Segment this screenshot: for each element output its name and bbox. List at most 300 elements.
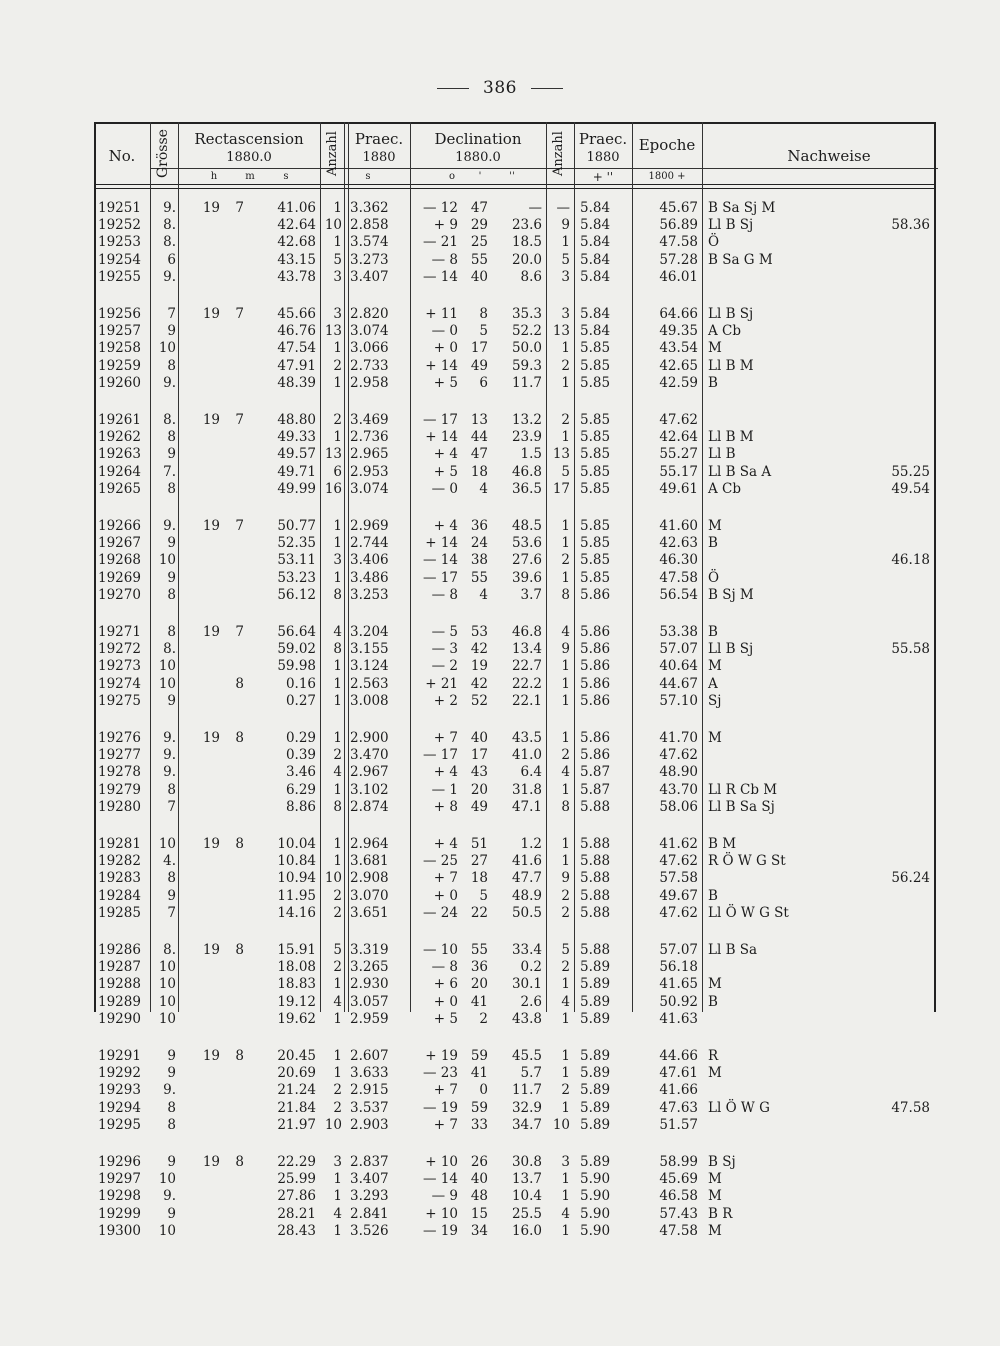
cell-decl-min: 34 bbox=[470, 1222, 488, 1239]
cell-groesse: 8 bbox=[167, 429, 176, 446]
cell-no: 19261 bbox=[98, 412, 141, 428]
cell-no: 19294 bbox=[98, 1099, 141, 1116]
cell-praec: 3.253 bbox=[350, 586, 389, 603]
cell-no: 19274 bbox=[98, 675, 141, 692]
table-row bbox=[94, 1223, 936, 1240]
cell-epoche: 41.66 bbox=[659, 1082, 698, 1099]
cell-decl-sec: 13.2 bbox=[511, 412, 542, 428]
cell-anzahl2: 4 bbox=[561, 624, 570, 640]
cell-ra-s: 0.39 bbox=[285, 747, 316, 764]
cell-epoche: 43.54 bbox=[659, 340, 698, 357]
cell-anzahl2: 1 bbox=[561, 234, 570, 251]
cell-no: 19270 bbox=[98, 586, 141, 603]
cell-decl-deg: + 7 bbox=[433, 870, 458, 887]
cell-decl-min: 4 bbox=[479, 480, 488, 497]
cell-decl-sec: 27.6 bbox=[511, 552, 542, 569]
cell-decl-deg: — 25 bbox=[423, 853, 458, 870]
unit-epoche: 1800 + bbox=[648, 171, 686, 182]
cell-praec: 3.574 bbox=[350, 234, 389, 251]
cell-ra-h: 19 bbox=[202, 1048, 220, 1064]
cell-decl-deg: + 4 bbox=[433, 836, 458, 852]
cell-praec2: 5.89 bbox=[580, 1116, 611, 1133]
cell-anzahl: 1 bbox=[333, 658, 342, 675]
cell-anzahl2: 2 bbox=[561, 887, 570, 904]
cell-anzahl2: 2 bbox=[561, 357, 570, 374]
cell-groesse: 10 bbox=[158, 552, 176, 569]
cell-ra-s: 8.86 bbox=[285, 798, 316, 815]
header-decl-epoch: 1880.0 bbox=[455, 150, 501, 165]
cell-decl-deg: — 9 bbox=[431, 1188, 458, 1205]
table-row bbox=[94, 1117, 936, 1134]
cell-ra-s: 42.68 bbox=[277, 234, 316, 251]
cell-ra-s: 19.62 bbox=[277, 1010, 316, 1027]
cell-decl-min: 29 bbox=[470, 217, 488, 234]
cell-praec2: 5.85 bbox=[580, 429, 611, 446]
cell-decl-deg: + 14 bbox=[425, 357, 458, 374]
cell-decl-sec: 11.7 bbox=[511, 374, 542, 391]
cell-decl-sec: 22.1 bbox=[511, 692, 542, 709]
cell-decl-sec: 43.5 bbox=[511, 730, 542, 746]
header-anzahl: Anzahl bbox=[325, 131, 340, 177]
cell-praec2: 5.88 bbox=[580, 836, 611, 852]
cell-anzahl2: 1 bbox=[561, 658, 570, 675]
cell-praec2: 5.85 bbox=[580, 340, 611, 357]
cell-anzahl: 1 bbox=[333, 836, 342, 852]
cell-ra-h: 19 bbox=[202, 942, 220, 958]
cell-groesse: 8. bbox=[163, 234, 176, 251]
cell-anzahl2: 3 bbox=[561, 1154, 570, 1170]
cell-anzahl: 8 bbox=[333, 641, 342, 658]
cell-side-note: 46.18 bbox=[891, 552, 930, 569]
cell-decl-deg: + 4 bbox=[433, 518, 458, 534]
cell-praec2: 5.84 bbox=[580, 200, 611, 216]
cell-praec2: 5.84 bbox=[580, 268, 611, 285]
table-row bbox=[94, 217, 936, 234]
cell-praec2: 5.85 bbox=[580, 552, 611, 569]
cell-praec2: 5.88 bbox=[580, 942, 611, 958]
table-row bbox=[94, 1154, 936, 1171]
cell-no: 19295 bbox=[98, 1116, 141, 1133]
cell-decl-deg: + 10 bbox=[425, 1205, 458, 1222]
cell-groesse: 6 bbox=[167, 251, 176, 268]
cell-praec2: 5.85 bbox=[580, 463, 611, 480]
table-row bbox=[94, 429, 936, 446]
cell-praec2: 5.84 bbox=[580, 306, 611, 322]
cell-decl-min: 0 bbox=[479, 1082, 488, 1099]
cell-decl-sec: 13.4 bbox=[511, 641, 542, 658]
cell-ra-s: 41.06 bbox=[277, 200, 316, 216]
cell-groesse: 9 bbox=[167, 1065, 176, 1082]
cell-epoche: 56.54 bbox=[659, 586, 698, 603]
cell-anzahl2: 1 bbox=[561, 1099, 570, 1116]
cell-anzahl2: 3 bbox=[561, 306, 570, 322]
cell-ra-m: 7 bbox=[235, 306, 244, 322]
cell-praec2: 5.86 bbox=[580, 641, 611, 658]
cell-nachweise: B bbox=[708, 535, 718, 552]
table-row bbox=[94, 624, 936, 641]
table-row bbox=[94, 1188, 936, 1205]
table-row bbox=[94, 518, 936, 535]
cell-anzahl2: 4 bbox=[561, 993, 570, 1010]
cell-epoche: 47.62 bbox=[659, 412, 698, 428]
table-row bbox=[94, 658, 936, 675]
cell-epoche: 40.64 bbox=[659, 658, 698, 675]
cell-praec: 3.407 bbox=[350, 1171, 389, 1188]
cell-decl-min: 47 bbox=[470, 200, 488, 216]
cell-anzahl2: 1 bbox=[561, 1188, 570, 1205]
cell-groesse: 9 bbox=[167, 323, 176, 340]
cell-praec2: 5.88 bbox=[580, 887, 611, 904]
cell-praec: 3.074 bbox=[350, 323, 389, 340]
cell-epoche: 46.01 bbox=[659, 268, 698, 285]
cell-praec: 2.733 bbox=[350, 357, 389, 374]
cell-decl-sec: 31.8 bbox=[511, 781, 542, 798]
cell-side-note: 56.24 bbox=[891, 870, 930, 887]
cell-decl-deg: + 2 bbox=[433, 692, 458, 709]
cell-nachweise: Ll B Sa Sj bbox=[708, 798, 775, 815]
cell-decl-sec: — bbox=[528, 200, 542, 216]
cell-anzahl2: 1 bbox=[561, 1222, 570, 1239]
cell-decl-min: 47 bbox=[470, 446, 488, 463]
cell-groesse: 8. bbox=[163, 217, 176, 234]
cell-praec2: 5.85 bbox=[580, 357, 611, 374]
cell-ra-s: 20.45 bbox=[277, 1048, 316, 1064]
table-row bbox=[94, 234, 936, 251]
cell-ra-s: 22.29 bbox=[277, 1154, 316, 1170]
cell-anzahl: 1 bbox=[333, 976, 342, 993]
cell-nachweise: M bbox=[708, 1222, 722, 1239]
cell-groesse: 10 bbox=[158, 1222, 176, 1239]
cell-groesse: 10 bbox=[158, 1171, 176, 1188]
cell-ra-s: 20.69 bbox=[277, 1065, 316, 1082]
cell-decl-deg: + 7 bbox=[433, 1116, 458, 1133]
table-row bbox=[94, 836, 936, 853]
cell-ra-s: 56.64 bbox=[277, 624, 316, 640]
cell-anzahl: 3 bbox=[333, 1154, 342, 1170]
cell-decl-deg: — 8 bbox=[431, 251, 458, 268]
cell-praec: 3.155 bbox=[350, 641, 389, 658]
cell-praec: 2.915 bbox=[350, 1082, 389, 1099]
cell-decl-deg: — 3 bbox=[431, 641, 458, 658]
cell-decl-min: 41 bbox=[470, 993, 488, 1010]
cell-decl-min: 33 bbox=[470, 1116, 488, 1133]
cell-praec2: 5.89 bbox=[580, 1065, 611, 1082]
cell-praec: 3.070 bbox=[350, 887, 389, 904]
table-row bbox=[94, 358, 936, 375]
cell-decl-sec: 8.6 bbox=[520, 268, 542, 285]
header-no: No. bbox=[108, 147, 136, 165]
cell-decl-min: 42 bbox=[470, 641, 488, 658]
cell-groesse: 9 bbox=[167, 535, 176, 552]
cell-anzahl2: 1 bbox=[561, 1048, 570, 1064]
cell-decl-min: 20 bbox=[470, 976, 488, 993]
cell-praec: 3.102 bbox=[350, 781, 389, 798]
cell-decl-sec: 11.7 bbox=[511, 1082, 542, 1099]
cell-nachweise: B bbox=[708, 624, 718, 640]
table-row bbox=[94, 1100, 936, 1117]
cell-anzahl: 4 bbox=[333, 1205, 342, 1222]
cell-nachweise: Sj bbox=[708, 692, 722, 709]
cell-groesse: 10 bbox=[158, 658, 176, 675]
cell-ra-s: 49.71 bbox=[277, 463, 316, 480]
cell-anzahl: 1 bbox=[333, 1188, 342, 1205]
cell-no: 19255 bbox=[98, 268, 141, 285]
header-ra-epoch: 1880.0 bbox=[226, 150, 272, 165]
cell-side-note: 49.54 bbox=[891, 480, 930, 497]
cell-anzahl: 10 bbox=[324, 217, 342, 234]
cell-epoche: 41.70 bbox=[659, 730, 698, 746]
cell-decl-sec: 13.7 bbox=[511, 1171, 542, 1188]
cell-groesse: 9 bbox=[167, 887, 176, 904]
cell-groesse: 7 bbox=[167, 904, 176, 921]
cell-decl-deg: — 8 bbox=[431, 586, 458, 603]
cell-no: 19260 bbox=[98, 374, 141, 391]
cell-praec2: 5.90 bbox=[580, 1222, 611, 1239]
cell-nachweise: B R bbox=[708, 1205, 733, 1222]
cell-groesse: 9. bbox=[163, 730, 176, 746]
cell-ra-m: 7 bbox=[235, 412, 244, 428]
cell-decl-min: 20 bbox=[470, 781, 488, 798]
cell-anzahl2: 4 bbox=[561, 1205, 570, 1222]
cell-ra-s: 27.86 bbox=[277, 1188, 316, 1205]
table-row bbox=[94, 994, 936, 1011]
cell-praec2: 5.85 bbox=[580, 518, 611, 534]
cell-decl-sec: 22.2 bbox=[511, 675, 542, 692]
cell-ra-s: 18.08 bbox=[277, 959, 316, 976]
cell-anzahl2: 9 bbox=[561, 217, 570, 234]
cell-decl-deg: + 5 bbox=[433, 374, 458, 391]
cell-decl-deg: + 4 bbox=[433, 446, 458, 463]
cell-ra-s: 48.80 bbox=[277, 412, 316, 428]
cell-praec: 3.008 bbox=[350, 692, 389, 709]
cell-epoche: 47.58 bbox=[659, 234, 698, 251]
cell-epoche: 47.62 bbox=[659, 904, 698, 921]
cell-decl-sec: 50.5 bbox=[511, 904, 542, 921]
cell-decl-min: 49 bbox=[470, 357, 488, 374]
cell-anzahl2: 1 bbox=[561, 692, 570, 709]
header-decl-title: Declination bbox=[434, 130, 522, 148]
cell-decl-deg: + 9 bbox=[433, 217, 458, 234]
table-row bbox=[94, 340, 936, 357]
table-row bbox=[94, 942, 936, 959]
cell-praec2: 5.86 bbox=[580, 730, 611, 746]
cell-ra-s: 52.35 bbox=[277, 535, 316, 552]
cell-ra-s: 15.91 bbox=[277, 942, 316, 958]
cell-decl-deg: + 11 bbox=[425, 306, 458, 322]
cell-anzahl: 4 bbox=[333, 993, 342, 1010]
cell-epoche: 41.60 bbox=[659, 518, 698, 534]
table-row bbox=[94, 252, 936, 269]
cell-decl-min: 44 bbox=[470, 429, 488, 446]
cell-ra-s: 21.84 bbox=[277, 1099, 316, 1116]
cell-epoche: 47.58 bbox=[659, 569, 698, 586]
cell-decl-sec: 36.5 bbox=[511, 480, 542, 497]
cell-decl-sec: 20.0 bbox=[511, 251, 542, 268]
cell-no: 19296 bbox=[98, 1154, 141, 1170]
cell-praec2: 5.85 bbox=[580, 412, 611, 428]
cell-praec: 3.293 bbox=[350, 1188, 389, 1205]
cell-decl-deg: + 0 bbox=[433, 887, 458, 904]
cell-anzahl: 13 bbox=[324, 323, 342, 340]
cell-decl-sec: 3.7 bbox=[520, 586, 542, 603]
table-row bbox=[94, 959, 936, 976]
cell-decl-min: 4 bbox=[479, 586, 488, 603]
cell-anzahl2: 8 bbox=[561, 586, 570, 603]
cell-praec: 2.903 bbox=[350, 1116, 389, 1133]
cell-anzahl: 2 bbox=[333, 1082, 342, 1099]
header-praec: Praec. bbox=[354, 130, 404, 148]
cell-decl-min: 51 bbox=[470, 836, 488, 852]
table-row bbox=[94, 269, 936, 286]
table-row bbox=[94, 1082, 936, 1099]
cell-praec: 3.681 bbox=[350, 853, 389, 870]
cell-praec2: 5.86 bbox=[580, 747, 611, 764]
cell-ra-s: 43.15 bbox=[277, 251, 316, 268]
cell-decl-min: 13 bbox=[470, 412, 488, 428]
cell-decl-sec: 33.4 bbox=[511, 942, 542, 958]
cell-decl-min: 17 bbox=[470, 340, 488, 357]
cell-praec2: 5.84 bbox=[580, 234, 611, 251]
header-unit-rule bbox=[150, 168, 938, 169]
cell-praec: 2.837 bbox=[350, 1154, 389, 1170]
cell-decl-min: 42 bbox=[470, 675, 488, 692]
cell-anzahl: 5 bbox=[333, 251, 342, 268]
unit-decl-min: ' bbox=[478, 171, 482, 182]
cell-anzahl: 4 bbox=[333, 764, 342, 781]
cell-groesse: 8. bbox=[163, 641, 176, 658]
table-row bbox=[94, 1171, 936, 1188]
cell-ra-s: 49.33 bbox=[277, 429, 316, 446]
cell-anzahl2: 1 bbox=[561, 730, 570, 746]
cell-ra-s: 47.54 bbox=[277, 340, 316, 357]
cell-praec2: 5.86 bbox=[580, 675, 611, 692]
cell-no: 19264 bbox=[98, 463, 141, 480]
cell-nachweise: M bbox=[708, 658, 722, 675]
cell-nachweise: Ll Ö W G bbox=[708, 1099, 770, 1116]
cell-decl-deg: — 10 bbox=[423, 942, 458, 958]
cell-groesse: 9. bbox=[163, 1082, 176, 1099]
cell-anzahl2: 10 bbox=[552, 1116, 570, 1133]
cell-anzahl2: 1 bbox=[561, 781, 570, 798]
cell-decl-sec: 59.3 bbox=[511, 357, 542, 374]
cell-groesse: 9. bbox=[163, 764, 176, 781]
cell-ra-s: 21.97 bbox=[277, 1116, 316, 1133]
page-number: 386 bbox=[0, 78, 1000, 98]
cell-praec: 3.407 bbox=[350, 268, 389, 285]
cell-decl-deg: — 23 bbox=[423, 1065, 458, 1082]
cell-anzahl: 8 bbox=[333, 586, 342, 603]
cell-anzahl: 2 bbox=[333, 747, 342, 764]
cell-groesse: 9 bbox=[167, 1205, 176, 1222]
cell-decl-deg: — 17 bbox=[423, 747, 458, 764]
cell-praec2: 5.89 bbox=[580, 1099, 611, 1116]
cell-decl-min: 40 bbox=[470, 268, 488, 285]
cell-epoche: 45.69 bbox=[659, 1171, 698, 1188]
cell-no: 19288 bbox=[98, 976, 141, 993]
cell-no: 19282 bbox=[98, 853, 141, 870]
cell-ra-h: 19 bbox=[202, 306, 220, 322]
cell-decl-deg: — 21 bbox=[423, 234, 458, 251]
cell-praec: 2.841 bbox=[350, 1205, 389, 1222]
unit-ra-s: s bbox=[283, 171, 289, 182]
cell-ra-m: 7 bbox=[235, 200, 244, 216]
cell-praec: 2.908 bbox=[350, 870, 389, 887]
table-row bbox=[94, 799, 936, 816]
cell-decl-min: 36 bbox=[470, 518, 488, 534]
cell-ra-s: 18.83 bbox=[277, 976, 316, 993]
cell-praec: 3.470 bbox=[350, 747, 389, 764]
cell-nachweise: A Cb bbox=[708, 480, 742, 497]
cell-epoche: 41.63 bbox=[659, 1010, 698, 1027]
cell-anzahl: 5 bbox=[333, 942, 342, 958]
table-row bbox=[94, 535, 936, 552]
cell-epoche: 53.38 bbox=[659, 624, 698, 640]
cell-ra-s: 25.99 bbox=[277, 1171, 316, 1188]
cell-side-note: 55.25 bbox=[891, 463, 930, 480]
cell-decl-sec: 2.6 bbox=[520, 993, 542, 1010]
cell-anzahl: 1 bbox=[333, 429, 342, 446]
cell-praec: 2.607 bbox=[350, 1048, 389, 1064]
table-row bbox=[94, 481, 936, 498]
cell-decl-sec: 48.5 bbox=[511, 518, 542, 534]
cell-no: 19298 bbox=[98, 1188, 141, 1205]
cell-praec2: 5.87 bbox=[580, 781, 611, 798]
cell-decl-min: 27 bbox=[470, 853, 488, 870]
cell-anzahl: 3 bbox=[333, 268, 342, 285]
cell-no: 19273 bbox=[98, 658, 141, 675]
cell-decl-deg: — 14 bbox=[423, 552, 458, 569]
cell-praec: 3.265 bbox=[350, 959, 389, 976]
cell-no: 19252 bbox=[98, 217, 141, 234]
cell-nachweise: B Sj M bbox=[708, 586, 754, 603]
cell-no: 19275 bbox=[98, 692, 141, 709]
cell-anzahl2: 2 bbox=[561, 412, 570, 428]
cell-decl-sec: 46.8 bbox=[511, 463, 542, 480]
cell-anzahl: 3 bbox=[333, 552, 342, 569]
cell-anzahl: 1 bbox=[333, 853, 342, 870]
cell-anzahl: 1 bbox=[333, 730, 342, 746]
cell-decl-sec: 6.4 bbox=[520, 764, 542, 781]
cell-decl-min: 55 bbox=[470, 251, 488, 268]
table-row bbox=[94, 1048, 936, 1065]
cell-praec2: 5.85 bbox=[580, 569, 611, 586]
cell-anzahl2: 1 bbox=[561, 340, 570, 357]
cell-anzahl: 2 bbox=[333, 1099, 342, 1116]
cell-anzahl: 1 bbox=[333, 781, 342, 798]
cell-epoche: 49.35 bbox=[659, 323, 698, 340]
cell-praec2: 5.85 bbox=[580, 480, 611, 497]
cell-groesse: 9. bbox=[163, 200, 176, 216]
cell-nachweise: B bbox=[708, 374, 718, 391]
cell-anzahl2: — bbox=[556, 200, 570, 216]
cell-epoche: 47.62 bbox=[659, 747, 698, 764]
cell-praec2: 5.87 bbox=[580, 764, 611, 781]
cell-anzahl2: 1 bbox=[561, 569, 570, 586]
cell-groesse: 8 bbox=[167, 357, 176, 374]
cell-epoche: 49.67 bbox=[659, 887, 698, 904]
cell-praec: 2.874 bbox=[350, 798, 389, 815]
cell-nachweise: Ö bbox=[708, 234, 720, 251]
cell-no: 19285 bbox=[98, 904, 141, 921]
cell-epoche: 47.62 bbox=[659, 853, 698, 870]
cell-anzahl: 1 bbox=[333, 675, 342, 692]
cell-decl-min: 25 bbox=[470, 234, 488, 251]
cell-ra-s: 28.43 bbox=[277, 1222, 316, 1239]
cell-decl-deg: — 0 bbox=[431, 480, 458, 497]
cell-ra-s: 0.16 bbox=[285, 675, 316, 692]
cell-praec: 3.633 bbox=[350, 1065, 389, 1082]
cell-epoche: 46.58 bbox=[659, 1188, 698, 1205]
